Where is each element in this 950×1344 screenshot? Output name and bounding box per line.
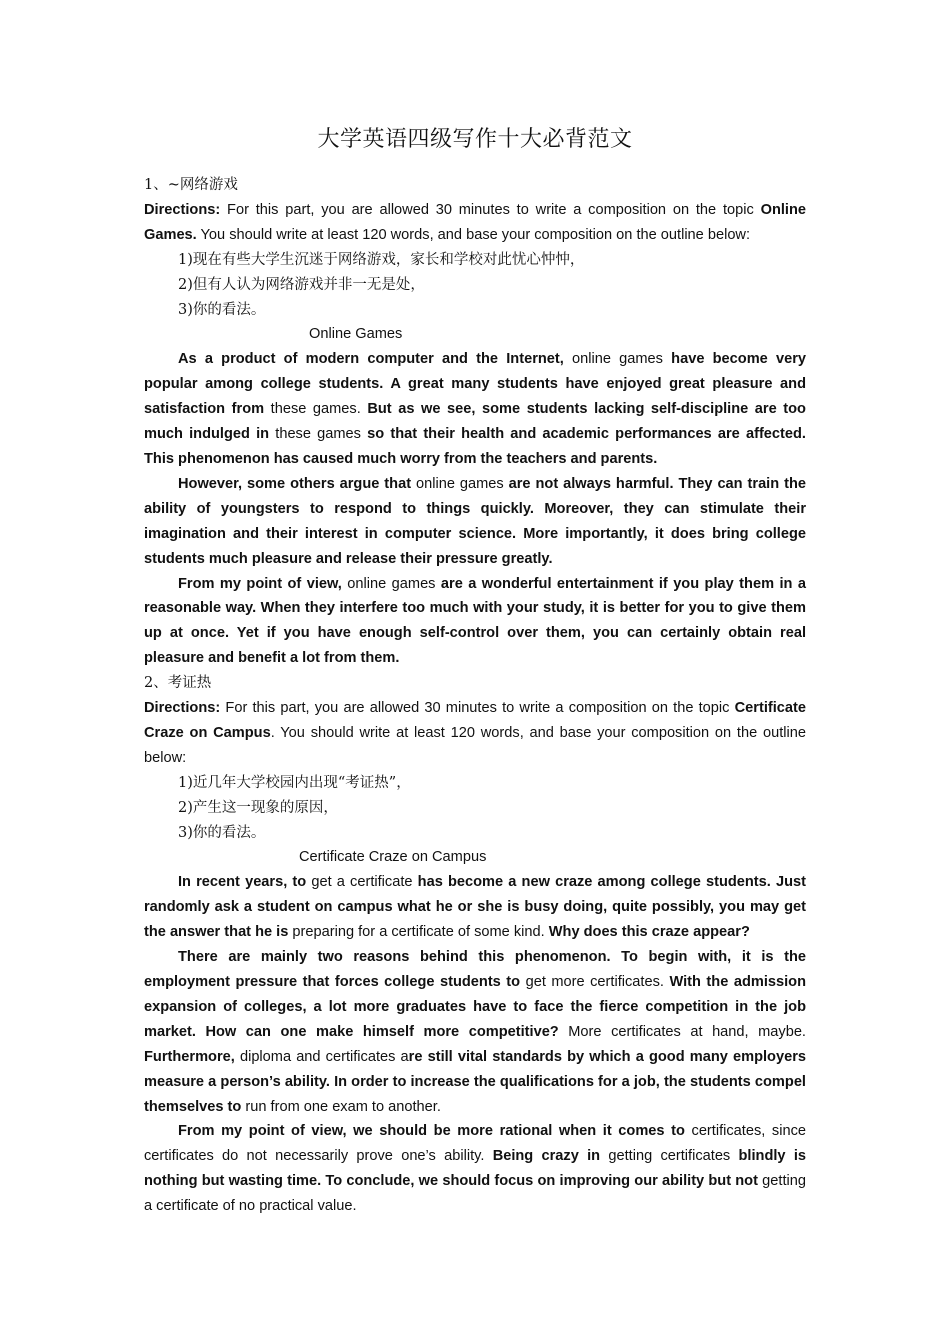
outline-number: 3) — [178, 824, 193, 841]
section-heading: 1、~网络游戏 — [144, 177, 238, 193]
bold-text-run: so that their health and academic performances are affected. This phenomenon has caused much worry from the teachers and parents. — [144, 426, 806, 467]
section-online-games — [144, 173, 806, 671]
outline-item — [144, 771, 806, 796]
bold-text-run: From my point of view, — [178, 575, 342, 592]
text-run: online games — [563, 351, 672, 368]
essay-title: Certificate Craze on Campus — [299, 849, 487, 866]
directions-paragraph — [144, 696, 806, 771]
bold-text-run: has become a new craze among college students. Just randomly ask a student on campus what he or she is busy doing, quite possibly, you may get the answer that he is — [144, 874, 806, 941]
text-run: For this part, you are allowed 30 minutes to write a composition on the topic — [220, 201, 761, 218]
outline-text: 近几年大学校园内出现“考证热”， — [192, 774, 411, 791]
essay-paragraph — [144, 945, 806, 1119]
bold-text-run: As a product of modern computer and the Internet, — [178, 351, 564, 368]
bold-text-run: Furthermore, — [144, 1048, 235, 1065]
bold-text-run: are a wonderful entertainment if you play them in a reasonable way. When they interfere too much with your study, it is better for you to give them up at once. Yet if you have enough self-control over them, you can certainly obtain real pleasure and benefit a lot from them. — [144, 575, 806, 667]
essay-paragraph — [144, 870, 806, 945]
text-run: For this part, you are allowed 30 minutes to write a composition on the topic — [220, 700, 735, 717]
outline-item — [144, 821, 806, 846]
essay-paragraph — [144, 572, 806, 672]
text-run: preparing for a certificate of some kind. — [288, 924, 549, 941]
text-run: getting certificates — [600, 1148, 739, 1165]
section-certificate-craze — [144, 671, 806, 1219]
document-body — [144, 173, 806, 1219]
outline-item — [144, 248, 806, 273]
directions-paragraph — [144, 198, 806, 248]
text-run: diploma and certificates a — [234, 1048, 409, 1065]
bold-text-run: Why does this craze appear? — [548, 924, 750, 941]
bold-text-run: Directions: — [144, 201, 221, 218]
text-run: You should write at least 120 words, and base your composition on the outline below: — [196, 226, 751, 243]
bold-text-run: re still vital standards by which a good many employers measure a person’s ability. In order to increase the qualifications for a job, the students compel themselves to — [144, 1048, 806, 1115]
document-title: 大学英语四级写作十大必背范文 — [317, 127, 633, 152]
bold-text-run: blindly is nothing but wasting time. To conclude, we should focus on improving our ability but not — [144, 1148, 806, 1190]
essay-paragraph — [144, 1119, 806, 1219]
essay-title: Online Games — [309, 326, 403, 343]
text-run: online games — [341, 575, 441, 592]
text-run: . You should write at least 120 words, and base your composition on the outline below: — [144, 724, 806, 766]
bold-text-run: With the admission expansion of colleges, a lot more graduates have to face the fierce competition in the job market. How can one make himself more competitive? — [144, 974, 807, 1040]
bold-text-run: Online Games. — [144, 201, 806, 243]
outline-number: 2) — [178, 276, 193, 293]
essay-paragraph — [144, 472, 806, 572]
outline-text: 你的看法。 — [192, 301, 266, 318]
bold-text-run: Being crazy in — [492, 1148, 601, 1165]
outline-text: 但有人认为网络游戏并非一无是处， — [192, 276, 425, 293]
text-run: More certificates at hand, maybe. — [558, 1023, 806, 1040]
essay-paragraph — [144, 347, 806, 472]
bold-text-run: Certificate Craze on Campus — [144, 700, 806, 741]
outline-text: 现在有些大学生沉迷于网络游戏，家长和学校对此忧心忡忡， — [192, 251, 585, 268]
outline-item — [144, 796, 806, 821]
bold-text-run: But as we see, some students lacking self-discipline are too much indulged in — [144, 401, 806, 443]
text-run: online games — [411, 475, 509, 492]
outline-text: 你的看法。 — [192, 824, 266, 841]
text-run: getting a certificate of no practical value. — [144, 1173, 806, 1215]
text-run: certificates, since certificates do not necessarily prove one’s ability. — [144, 1123, 806, 1165]
section-heading: 2、考证热 — [144, 675, 212, 692]
outline-number: 1) — [178, 774, 193, 791]
outline-number: 3) — [178, 301, 193, 318]
text-run: these games. — [264, 401, 368, 418]
outline-item — [144, 273, 806, 298]
text-run: these games — [269, 426, 368, 443]
outline-text: 产生这一现象的原因， — [192, 799, 338, 816]
outline-number: 1) — [178, 251, 193, 268]
bold-text-run: are not always harmful. They can train the ability of youngsters to respond to things quickly. Moreover, they can stimulate their imagination and their interest in computer science. More importantly, it does bring college students much pleasure and release their pressure greatly. — [144, 475, 806, 567]
bold-text-run: have become very popular among college students. A great many students have enjoyed great pleasure and satisfaction from — [144, 351, 807, 418]
outline-item — [144, 298, 806, 323]
text-run: get a certificate — [306, 874, 418, 891]
bold-text-run: There are mainly two reasons behind this phenomenon. To begin with, it is the employment pressure that forces college students to — [144, 949, 806, 990]
outline-number: 2) — [178, 799, 193, 816]
bold-text-run: However, some others argue that — [178, 475, 412, 492]
text-run: get more certificates. — [520, 974, 670, 990]
bold-text-run: In recent years, to — [178, 874, 307, 891]
bold-text-run: From my point of view, we should be more rational when it comes to — [178, 1123, 685, 1140]
text-run: run from one exam to another. — [241, 1098, 441, 1115]
bold-text-run: Directions: — [144, 700, 221, 717]
